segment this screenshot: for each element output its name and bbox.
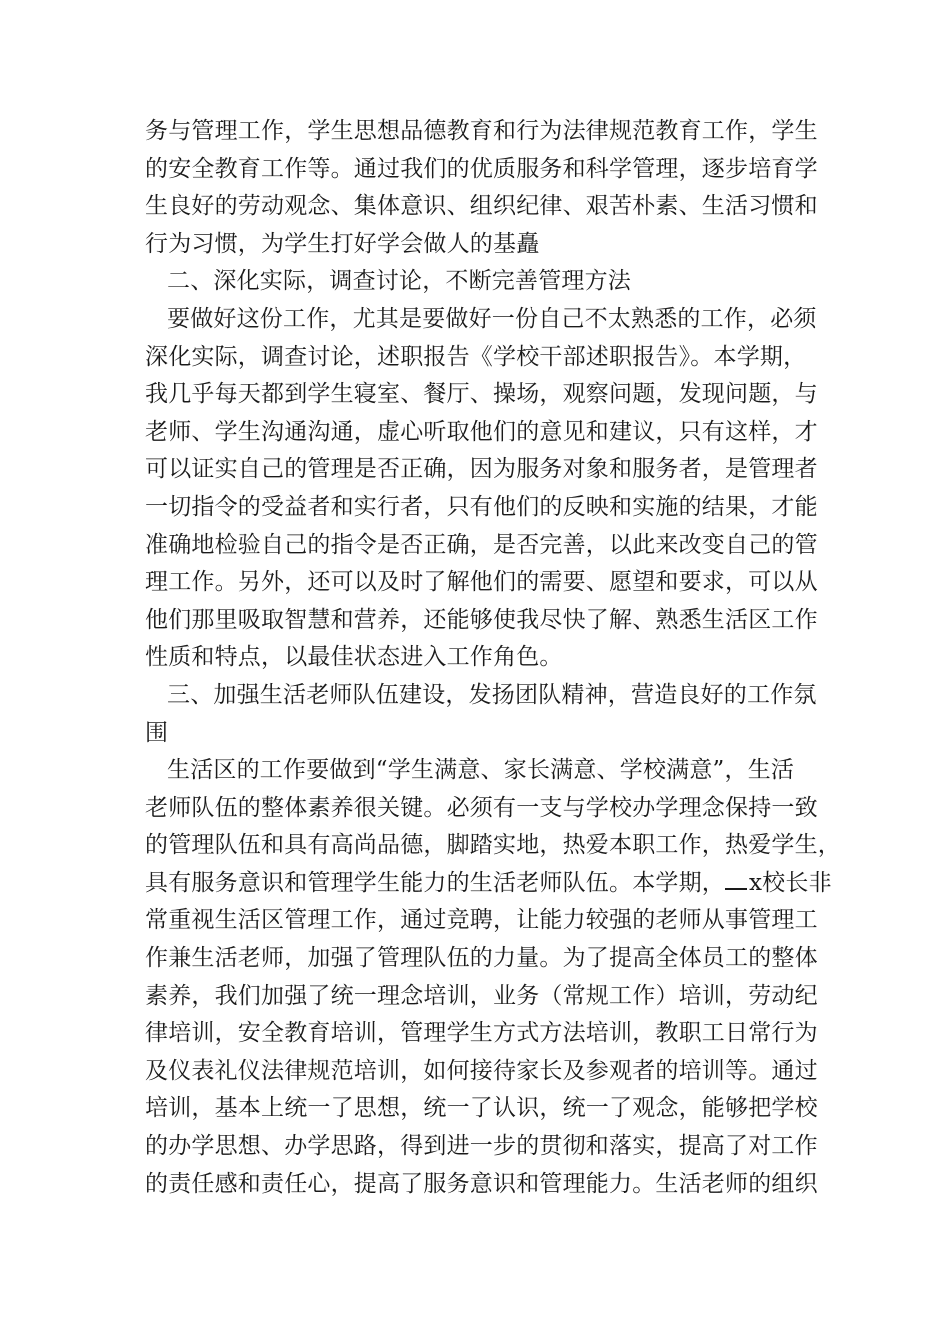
text-line: 老师、学生沟通沟通，虚心听取他们的意见和建议，只有这样，才 — [145, 418, 818, 445]
text-line: 的责任感和责任心，提高了服务意识和管理能力。生活老师的组织 — [145, 1170, 818, 1197]
text-line: 一切指令的受益者和实行者，只有他们的反映和实施的结果，才能 — [145, 493, 818, 520]
text-line: 素养，我们加强了统一理念培训，业务（常规工作）培训，劳动纪 — [145, 982, 818, 1009]
text-line: 行为习惯，为学生打好学会做人的基矗 — [145, 230, 540, 257]
section-heading: 三、加强生活老师队伍建设，发扬团队精神，营造良好的工作氛 — [167, 681, 817, 708]
text-line: 理工作。另外，还可以及时了解他们的需要、愿望和要求，可以从 — [145, 569, 818, 596]
document-body — [145, 113, 841, 1203]
text-segment: x校长非 — [749, 869, 832, 896]
text-line: 生良好的劳动观念、集体意识、组织纪律、艰苦朴素、生活习惯和 — [145, 193, 818, 220]
text-line: 准确地检验自己的指令是否正确，是否完善，以此来改变自己的管 — [145, 531, 818, 558]
text-line: 的管理队伍和具有高尚品德，脚踏实地，热爱本职工作，热爱学生， — [145, 832, 841, 859]
text-line: 深化实际，调查讨论，述职报告《学校干部述职报告》。本学期， — [145, 343, 807, 370]
text-line: 的安全教育工作等。通过我们的优质服务和科学管理，逐步培育学 — [145, 155, 818, 182]
text-line: 要做好这份工作，尤其是要做好一份自己不太熟悉的工作，必须 — [167, 305, 817, 332]
text-line: 可以证实自己的管理是否正确，因为服务对象和服务者，是管理者 — [145, 456, 818, 483]
text-line: 培训，基本上统一了思想，统一了认识，统一了观念，能够把学校 — [145, 1095, 818, 1122]
text-line-with-blank — [145, 865, 832, 903]
text-line: 我几乎每天都到学生寝室、餐厅、操场，观察问题，发现问题，与 — [145, 381, 818, 408]
text-line: 律培训，安全教育培训，管理学生方式方法培训，教职工日常行为 — [145, 1020, 818, 1047]
text-line: 性质和特点，以最佳状态进入工作角色。 — [145, 644, 563, 671]
text-line: 务与管理工作，学生思想品德教育和行为法律规范教育工作，学生 — [145, 118, 818, 144]
text-line: 常重视生活区管理工作，通过竞聘，让能力较强的老师从事管理工 — [145, 907, 818, 934]
text-line: 作兼生活老师，加强了管理队伍的力量。为了提高全体员工的整体 — [145, 945, 818, 972]
text-line: 他们那里吸取智慧和营养，还能够使我尽快了解、熟悉生活区工作 — [145, 606, 818, 633]
blank-underline — [725, 868, 747, 890]
text-segment: 具有服务意识和管理学生能力的生活老师队伍。本学期， — [145, 869, 725, 896]
section-heading: 二、深化实际，调查讨论，不断完善管理方法 — [167, 268, 631, 295]
text-line: 老师队伍的整体素养很关键。必须有一支与学校办学理念保持一致 — [145, 794, 818, 821]
section-heading-continuation: 围 — [145, 719, 169, 746]
text-line: 生活区的工作要做到“学生满意、家长满意、学校满意”，生活 — [167, 757, 795, 784]
text-line: 及仪表礼仪法律规范培训，如何接待家长及参观者的培训等。通过 — [145, 1057, 818, 1084]
text-line: 的办学思想、办学思路，得到进一步的贯彻和落实，提高了对工作 — [145, 1133, 818, 1160]
